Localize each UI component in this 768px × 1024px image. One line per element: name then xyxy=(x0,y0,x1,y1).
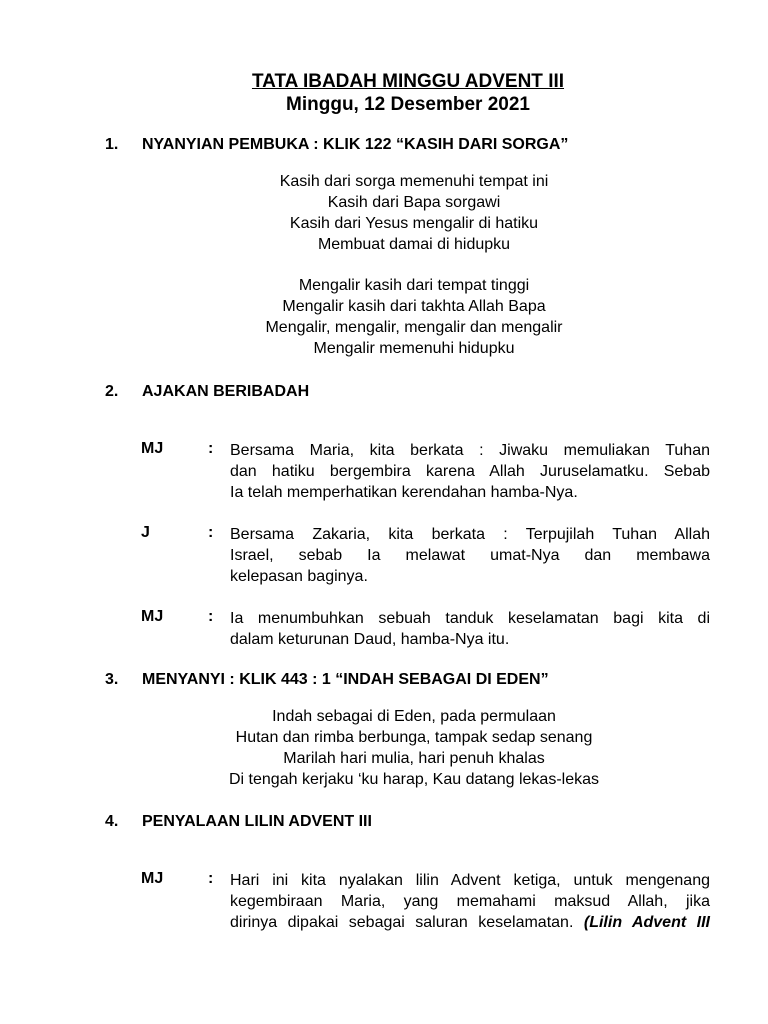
document-date: Minggu, 12 Desember 2021 xyxy=(286,94,530,115)
response-text xyxy=(230,440,710,503)
section-3-heading xyxy=(105,671,549,689)
speaker-colon: : xyxy=(208,870,214,887)
speaker-colon: : xyxy=(208,524,214,541)
response-line: Ia telah memperhatikan kerendahan hamba-Nya. xyxy=(230,484,578,501)
speaker-label: MJ xyxy=(141,608,164,625)
response-line: Ia menumbuhkan sebuah tanduk keselamatan bagi kita di xyxy=(230,610,710,627)
section-number: 2. xyxy=(105,383,119,400)
section-title: NYANYIAN PEMBUKA : KLIK 122 “KASIH DARI SORGA” xyxy=(142,136,569,153)
response-line: kelepasan baginya. xyxy=(230,568,368,585)
response-line: dirinya dipakai sebagai saluran keselamatan. xyxy=(230,914,574,931)
hymn-stanza-3 xyxy=(148,706,680,790)
lyric-line: Kasih dari Bapa sorgawi xyxy=(327,194,501,211)
response-text xyxy=(230,524,710,587)
section-number: 3. xyxy=(105,671,119,688)
section-title: PENYALAAN LILIN ADVENT III xyxy=(142,813,372,830)
section-number: 4. xyxy=(105,813,119,830)
lyric-line: Di tengah kerjaku ‘ku harap, Kau datang lekas-lekas xyxy=(229,771,599,788)
response-line: dan hatiku bergembira karena Allah Juruselamatku. Sebab xyxy=(230,463,710,480)
response-line: Bersama Zakaria, kita berkata : Terpujilah Tuhan Allah xyxy=(230,526,710,543)
response-line: Hari ini kita nyalakan lilin Advent ketiga, untuk mengenang xyxy=(230,872,710,889)
section-4-heading xyxy=(105,813,372,831)
section-number: 1. xyxy=(105,136,119,153)
section-2-heading xyxy=(105,383,309,401)
lyric-line: Kasih dari sorga memenuhi tempat ini xyxy=(279,173,549,190)
speaker-label: MJ xyxy=(141,440,164,457)
lyric-line: Indah sebagai di Eden, pada permulaan xyxy=(272,708,556,725)
hymn-stanza-2 xyxy=(148,275,680,359)
lyric-line: Hutan dan rimba berbunga, tampak sedap senang xyxy=(235,729,593,746)
response-line: Israel, sebab Ia melawat umat-Nya dan membawa xyxy=(230,547,710,564)
response-text xyxy=(230,870,710,933)
lyric-line: Mengalir kasih dari takhta Allah Bapa xyxy=(282,298,546,315)
lyric-line: Marilah hari mulia, hari penuh khalas xyxy=(283,750,545,767)
italic-rubric-note: (Lilin Advent III xyxy=(583,914,710,931)
section-title: AJAKAN BERIBADAH xyxy=(142,383,310,400)
section-1-heading xyxy=(105,136,568,154)
speaker-label: MJ xyxy=(141,870,164,887)
lyric-line: Kasih dari Yesus mengalir di hatiku xyxy=(289,215,539,232)
lyric-line: Mengalir kasih dari tempat tinggi xyxy=(298,277,530,294)
lyric-line: Mengalir memenuhi hidupku xyxy=(313,340,515,357)
response-line: dalam keturunan Daud, hamba-Nya itu. xyxy=(230,631,510,648)
lyric-line: Mengalir, mengalir, mengalir dan mengalir xyxy=(265,319,563,336)
response-text xyxy=(230,608,710,650)
speaker-colon: : xyxy=(208,608,214,625)
response-line: kegembiraan Maria, yang memahami maksud Allah, jika xyxy=(230,893,710,910)
speaker-colon: : xyxy=(208,440,214,457)
document-title: TATA IBADAH MINGGU ADVENT III xyxy=(251,71,565,92)
response-line: Bersama Maria, kita berkata : Jiwaku memuliakan Tuhan xyxy=(230,442,710,459)
response-line-with-note xyxy=(230,912,710,933)
lyric-line: Membuat damai di hidupku xyxy=(317,236,511,253)
hymn-stanza-1 xyxy=(148,171,680,255)
speaker-label: J xyxy=(141,524,150,541)
section-title: MENYANYI : KLIK 443 : 1 “INDAH SEBAGAI DI EDEN” xyxy=(142,671,549,688)
